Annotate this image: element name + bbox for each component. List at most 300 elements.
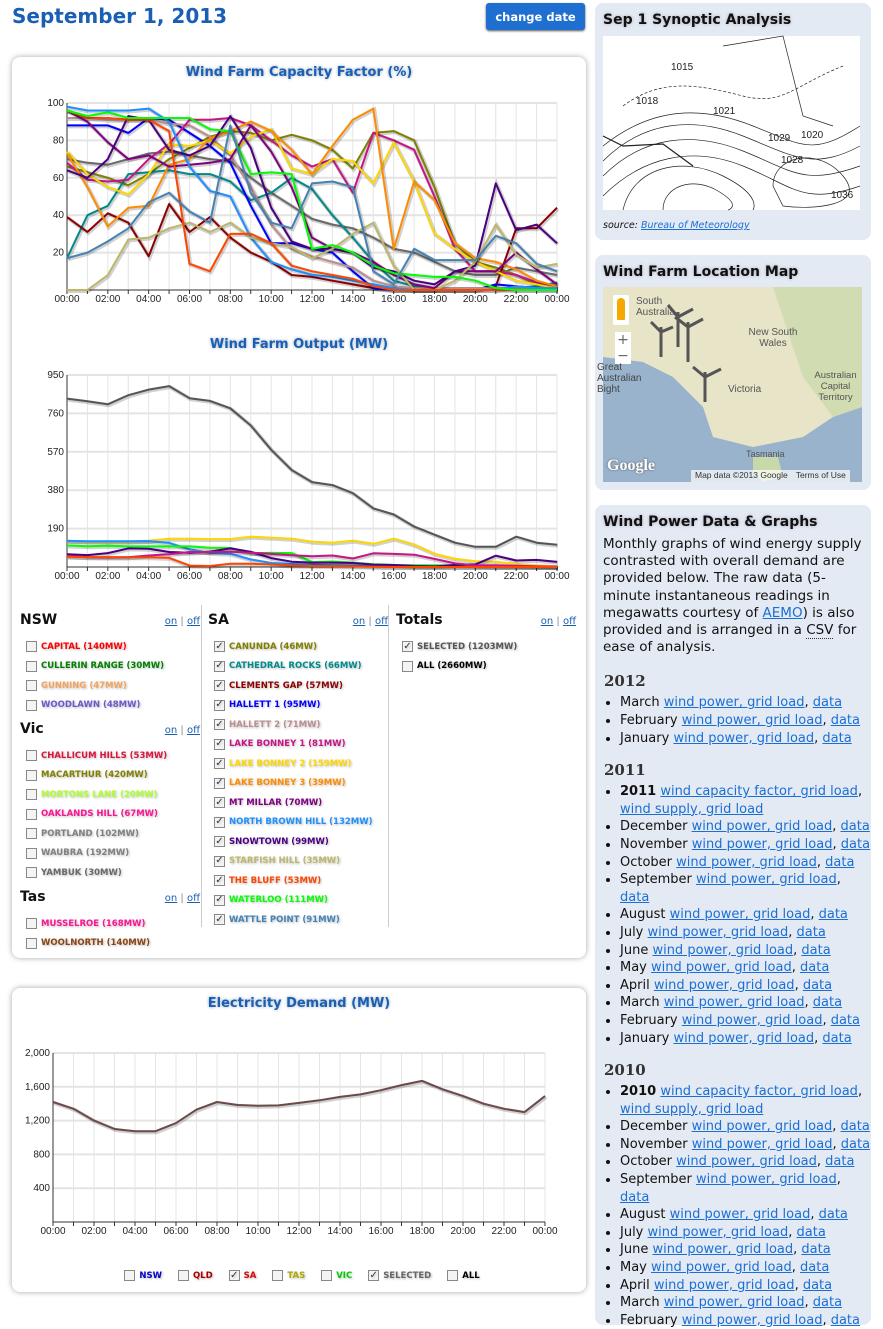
location-map[interactable] — [597, 287, 862, 482]
map-label: South Australia — [636, 296, 675, 318]
farm-item[interactable] — [20, 863, 200, 883]
wind-power-link[interactable]: wind power, grid load — [691, 1119, 833, 1135]
farm-item[interactable] — [208, 657, 388, 677]
x-tick-label: 16:00 — [381, 571, 407, 582]
farm-checkbox[interactable] — [26, 789, 37, 800]
month-label: May — [620, 960, 647, 976]
farm-checkbox[interactable]: ✓ — [215, 738, 224, 750]
farm-item[interactable] — [208, 637, 388, 657]
data-link[interactable]: data — [825, 1154, 855, 1170]
x-tick-label: 10:00 — [245, 1226, 271, 1237]
data-link[interactable]: data — [802, 977, 833, 993]
map-box — [595, 255, 871, 490]
data-link[interactable]: data — [825, 854, 855, 870]
group-on-link[interactable]: on — [164, 616, 178, 627]
farm-checkbox[interactable] — [26, 770, 37, 781]
month-item: • April wind power, grid load, data — [620, 977, 871, 995]
farm-label: THE BLUFF (53MW) — [229, 875, 322, 886]
farm-checkbox[interactable] — [26, 641, 37, 652]
farm-label: MACARTHUR (420MW) — [41, 770, 148, 781]
legend-label: NSW — [139, 1270, 162, 1281]
farm-checkbox[interactable]: ✓ — [215, 855, 224, 867]
y-tick-label: 2,000 — [24, 1048, 50, 1059]
farm-item[interactable] — [208, 910, 388, 930]
data-link[interactable]: data — [802, 1277, 833, 1293]
year-heading: 2010 — [604, 1061, 646, 1080]
data-link[interactable]: data — [822, 1030, 852, 1046]
farm-item[interactable] — [208, 696, 388, 716]
x-tick-label: 16:00 — [381, 294, 407, 305]
month-item: • March wind power, grid load, data — [620, 1294, 871, 1312]
month-item: • March wind power, grid load, data — [620, 994, 871, 1012]
farm-checkbox[interactable]: ✓ — [215, 913, 224, 925]
farm-checkbox[interactable] — [26, 938, 37, 949]
month-item: • September wind power, grid load, data — [620, 871, 871, 906]
farm-checkbox[interactable]: ✓ — [215, 777, 224, 789]
x-tick-label: 22:00 — [503, 571, 529, 582]
farm-checkbox[interactable] — [26, 867, 37, 878]
wind-power-link[interactable]: wind power, grid load — [651, 1260, 792, 1276]
data-link[interactable]: data — [840, 1136, 871, 1152]
farm-checkbox[interactable]: ✓ — [215, 640, 224, 652]
farm-checkbox[interactable] — [26, 918, 37, 929]
farm-item[interactable] — [20, 844, 200, 864]
farm-checkbox[interactable] — [26, 700, 37, 711]
x-tick-label: 06:00 — [176, 294, 203, 305]
month-label: October — [620, 1154, 673, 1170]
wind-power-link[interactable]: wind power, grid load — [663, 695, 805, 711]
on-off-links — [353, 616, 388, 627]
farm-item[interactable] — [20, 746, 200, 766]
legend-checkbox[interactable] — [447, 1270, 458, 1281]
x-tick-label: 10:00 — [258, 294, 284, 305]
month-item: • October wind power, grid load, data — [620, 1153, 871, 1171]
legend-checkbox[interactable] — [321, 1270, 332, 1281]
x-tick-label: 18:00 — [421, 294, 448, 305]
farm-checkbox[interactable]: ✓ — [215, 757, 224, 769]
data-link[interactable]: data — [840, 836, 871, 852]
legend-label: VIC — [336, 1270, 353, 1281]
farm-item[interactable] — [208, 832, 388, 852]
month-item: • August wind power, grid load, data — [620, 906, 871, 924]
month-label: March — [620, 1295, 660, 1311]
farm-checkbox[interactable]: ✓ — [215, 894, 224, 906]
wind-power-link[interactable]: wind power, grid load — [681, 1012, 823, 1028]
wind-data-box — [595, 505, 871, 1328]
farm-checkbox[interactable] — [26, 680, 37, 691]
map-label: Australian Capital Territory — [814, 370, 857, 403]
month-item: • February wind power, grid load, data — [620, 1312, 871, 1329]
legend-checkbox[interactable]: ✓ — [229, 1269, 239, 1281]
capacity-factor-link[interactable]: wind capacity factor, grid load — [660, 784, 858, 800]
farm-item[interactable] — [208, 774, 388, 794]
data-link[interactable]: data — [796, 924, 826, 940]
x-tick-label: 14:00 — [327, 1226, 353, 1237]
farm-label: OAKLANDS HILL (67MW) — [41, 809, 158, 820]
farm-label: HALLETT 1 (95MW) — [229, 700, 321, 711]
farm-item[interactable] — [208, 871, 388, 891]
group-off-link[interactable]: off — [186, 893, 200, 904]
month-label: April — [620, 1277, 650, 1293]
wind-power-link[interactable]: wind power, grid load — [696, 1172, 837, 1188]
capacity-factor-link[interactable]: wind capacity factor, grid load — [660, 1084, 858, 1100]
legend-checkbox[interactable] — [124, 1270, 135, 1281]
x-tick-label: 10:00 — [258, 571, 284, 582]
data-link[interactable]: data — [620, 1189, 650, 1205]
separator: | — [180, 725, 184, 736]
zoom-in-button[interactable]: + — [615, 332, 631, 348]
farm-item[interactable] — [208, 793, 388, 813]
data-link[interactable]: data — [830, 1012, 861, 1028]
month-item: • October wind power, grid load, data — [620, 854, 871, 872]
farm-item[interactable] — [20, 805, 200, 825]
wind-power-link[interactable]: wind power, grid load — [647, 1224, 789, 1240]
month-item: • July wind power, grid load, data — [620, 924, 871, 942]
farm-label: GUNNING (47MW) — [41, 680, 127, 691]
farm-checkbox[interactable] — [26, 828, 37, 839]
wind-power-link[interactable]: wind power, grid load — [691, 836, 833, 852]
farm-item[interactable] — [208, 735, 388, 755]
farm-checkbox[interactable]: ✓ — [215, 816, 224, 828]
synoptic-box — [595, 3, 871, 240]
farm-item[interactable] — [20, 676, 200, 696]
demand-legend-item[interactable] — [315, 1270, 352, 1281]
aemo-link[interactable]: AEMO — [762, 604, 803, 621]
farm-item[interactable] — [20, 785, 200, 805]
month-item: • May wind power, grid load, data — [620, 959, 871, 977]
month-item: • March wind power, grid load, data — [620, 694, 871, 712]
farm-label: WOOLNORTH (140MW) — [41, 938, 150, 949]
x-tick-label: 00:00 — [532, 1226, 558, 1237]
x-tick-label: 04:00 — [122, 1226, 148, 1237]
month-label: September — [620, 872, 692, 888]
demand-legend-item[interactable] — [223, 1270, 257, 1281]
wind-supply-link[interactable]: wind supply, grid load — [620, 801, 764, 817]
month-label: July — [620, 1224, 644, 1240]
month-item: • May wind power, grid load, data — [620, 1259, 871, 1277]
wind-power-link[interactable]: wind power, grid load — [696, 872, 837, 888]
month-item: • January wind power, grid load, data — [620, 1030, 871, 1048]
farm-item[interactable] — [208, 676, 388, 696]
group-heading — [208, 612, 388, 637]
wind-farm-panel — [12, 57, 586, 958]
wind-power-link[interactable]: wind power, grid load — [653, 1277, 795, 1293]
farm-item[interactable] — [20, 934, 200, 954]
farm-checkbox[interactable] — [26, 848, 37, 859]
wind-power-link[interactable]: wind power, grid load — [663, 1295, 805, 1311]
farm-checkbox[interactable]: ✓ — [403, 640, 412, 652]
csv-abbr: CSV — [806, 622, 834, 639]
x-tick-label: 12:00 — [299, 294, 325, 305]
farm-checkbox[interactable]: ✓ — [215, 835, 224, 847]
annual-item: • 2011 wind capacity factor, grid load, wind supply, grid load — [620, 783, 871, 818]
month-item: • September wind power, grid load, data — [620, 1171, 871, 1206]
month-item: • July wind power, grid load, data — [620, 1224, 871, 1242]
x-tick-label: 16:00 — [368, 1226, 394, 1237]
x-tick-label: 00:00 — [54, 294, 80, 305]
data-link[interactable]: data — [800, 1260, 830, 1276]
farm-label: CAPITAL (140MW) — [41, 641, 127, 652]
data-link[interactable]: data — [818, 907, 848, 923]
annual-item: • 2010 wind capacity factor, grid load, wind supply, grid load — [620, 1083, 871, 1118]
farm-item[interactable] — [396, 657, 576, 677]
month-label: September — [620, 1172, 692, 1188]
month-item: • June wind power, grid load, data — [620, 942, 871, 960]
wind-power-link[interactable]: wind power, grid load — [651, 960, 792, 976]
y-tick-label: 80 — [52, 135, 64, 147]
wind-power-link[interactable]: wind power, grid load — [653, 977, 795, 993]
pressure-label: 1028 — [781, 155, 804, 166]
farm-item[interactable] — [20, 914, 200, 934]
farm-item[interactable] — [20, 657, 200, 677]
x-tick-label: 02:00 — [95, 571, 121, 582]
month-label: January — [620, 1030, 670, 1046]
group-off-link[interactable]: off — [186, 725, 200, 736]
page-title: September 1, 2013 — [12, 4, 228, 28]
month-list — [595, 1083, 871, 1329]
wind-power-link[interactable]: wind power, grid load — [681, 1312, 823, 1328]
data-link[interactable]: data — [800, 960, 830, 976]
data-link[interactable]: data — [818, 1207, 848, 1223]
group-tas — [20, 889, 200, 953]
farm-checkbox[interactable] — [26, 661, 37, 672]
farm-checkbox[interactable]: ✓ — [215, 796, 224, 808]
bom-link[interactable]: Bureau of Meteorology — [641, 220, 750, 231]
data-link[interactable]: data — [620, 889, 650, 905]
data-link[interactable]: data — [796, 1224, 826, 1240]
month-item: • December wind power, grid load, data — [620, 1118, 871, 1136]
separator: | — [180, 616, 184, 627]
group-on-link[interactable]: on — [164, 893, 178, 904]
farm-item[interactable] — [20, 766, 200, 786]
month-item: • April wind power, grid load, data — [620, 1277, 871, 1295]
wind-power-link[interactable]: wind power, grid load — [652, 942, 794, 958]
wind-power-link[interactable]: wind power, grid load — [676, 854, 817, 870]
month-label: December — [620, 1119, 688, 1135]
group-heading — [20, 889, 200, 914]
terms-of-use-link[interactable]: Terms of Use — [795, 470, 846, 480]
month-label: May — [620, 1260, 647, 1276]
farm-checkbox[interactable] — [402, 661, 413, 672]
group-off-link[interactable]: off — [186, 616, 200, 627]
x-tick-label: 06:00 — [176, 571, 203, 582]
farm-label: STARFISH HILL (35MW) — [229, 856, 341, 867]
farm-checkbox[interactable]: ✓ — [215, 699, 224, 711]
x-tick-label: 20:00 — [450, 1226, 476, 1237]
month-label: April — [620, 977, 650, 993]
farm-item[interactable] — [208, 852, 388, 872]
wind-power-link[interactable]: wind power, grid load — [673, 730, 815, 746]
wind-power-link[interactable]: wind power, grid load — [669, 907, 811, 923]
wind-power-link[interactable]: wind power, grid load — [663, 995, 805, 1011]
on-off-links — [541, 616, 576, 627]
farm-label: YAMBUK (30MW) — [41, 867, 122, 878]
group-title: Tas — [20, 889, 46, 905]
x-tick-label: 20:00 — [462, 294, 488, 305]
group-heading — [396, 612, 576, 637]
farm-label: WOODLAWN (48MW) — [41, 700, 141, 711]
synoptic-chart-image[interactable] — [603, 36, 860, 210]
month-label: March — [620, 995, 660, 1011]
map-title: Wind Farm Location Map — [603, 264, 799, 280]
x-tick-label: 04:00 — [136, 571, 162, 582]
x-tick-label: 08:00 — [217, 571, 243, 582]
group-off-link[interactable]: off — [374, 616, 388, 627]
group-vic — [20, 721, 200, 883]
month-item: • February wind power, grid load, data — [620, 1012, 871, 1030]
pressure-label: 1029 — [768, 133, 791, 144]
wind-power-link[interactable]: wind power, grid load — [673, 1030, 815, 1046]
pressure-label: 1021 — [713, 106, 736, 117]
pressure-label: 1018 — [636, 96, 659, 107]
y-tick-label: 60 — [52, 172, 64, 184]
farm-label: CATHEDRAL ROCKS (66MW) — [229, 661, 362, 672]
demand-legend-item[interactable] — [362, 1270, 431, 1281]
legend-checkbox[interactable] — [272, 1270, 283, 1281]
pressure-label: 1020 — [801, 130, 824, 141]
x-tick-label: 00:00 — [544, 571, 570, 582]
y-tick-label: 570 — [47, 446, 64, 458]
x-tick-label: 02:00 — [95, 294, 121, 305]
wind-power-link[interactable]: wind power, grid load — [681, 713, 823, 729]
legend-checkbox[interactable] — [178, 1270, 189, 1281]
legend-checkbox[interactable]: ✓ — [369, 1269, 378, 1281]
farm-item[interactable] — [20, 637, 200, 657]
map-label: New South Wales — [748, 327, 798, 349]
farm-checkbox[interactable] — [26, 750, 37, 761]
farm-checkbox[interactable]: ✓ — [215, 874, 224, 886]
farm-checkbox[interactable]: ✓ — [215, 718, 224, 730]
farm-item[interactable] — [208, 754, 388, 774]
month-label: June — [620, 1242, 649, 1258]
farm-item[interactable] — [208, 891, 388, 911]
y-tick-label: 400 — [33, 1183, 50, 1195]
intro-text-part: ) is also provided and is arranged in a — [603, 604, 855, 639]
map-attribution: Map data ©2013 Google — [695, 470, 788, 480]
separator: | — [180, 893, 184, 904]
annual-label: 2011 — [620, 784, 657, 800]
farm-item[interactable] — [208, 715, 388, 735]
y-tick-label: 100 — [47, 98, 64, 109]
month-label: December — [620, 819, 688, 835]
farm-label: CANUNDA (46MW) — [229, 641, 317, 652]
data-link[interactable]: data — [812, 1295, 843, 1311]
month-label: February — [620, 1012, 678, 1028]
group-heading — [20, 721, 200, 746]
data-link[interactable]: data — [812, 695, 843, 711]
data-link[interactable]: data — [801, 1242, 831, 1258]
wind-supply-link[interactable]: wind supply, grid load — [620, 1101, 764, 1117]
wind-power-link[interactable]: wind power, grid load — [647, 924, 789, 940]
annual-label: 2010 — [620, 1084, 657, 1100]
wind-data-title: Wind Power Data & Graphs — [603, 514, 818, 530]
x-tick-label: 00:00 — [40, 1226, 66, 1237]
change-date-button[interactable]: change date — [486, 3, 585, 30]
demand-legend-item[interactable] — [118, 1270, 162, 1281]
wind-power-link[interactable]: wind power, grid load — [669, 1207, 811, 1223]
x-tick-label: 00:00 — [54, 571, 80, 582]
farm-item[interactable] — [396, 637, 576, 657]
wind-power-link[interactable]: wind power, grid load — [676, 1154, 817, 1170]
map-label: Great Australian Bight — [597, 362, 642, 395]
on-off-links — [165, 893, 200, 904]
x-tick-label: 22:00 — [491, 1226, 517, 1237]
farm-item[interactable] — [20, 824, 200, 844]
legend-label: TAS — [287, 1270, 306, 1281]
group-title: Totals — [396, 612, 443, 628]
on-off-links — [165, 725, 200, 736]
year-heading: 2012 — [604, 672, 646, 691]
month-label: July — [620, 924, 644, 940]
month-label: November — [620, 836, 688, 852]
group-on-link[interactable]: on — [164, 725, 178, 736]
data-link[interactable]: data — [822, 730, 852, 746]
month-item: • August wind power, grid load, data — [620, 1206, 871, 1224]
y-tick-label: 1,600 — [24, 1081, 50, 1093]
month-label: February — [620, 713, 678, 729]
month-item: • February wind power, grid load, data — [620, 712, 871, 730]
month-label: October — [620, 854, 673, 870]
y-tick-label: 380 — [47, 485, 64, 497]
group-off-link[interactable]: off — [562, 616, 576, 627]
farm-item[interactable] — [208, 813, 388, 833]
farm-checkbox[interactable]: ✓ — [215, 660, 224, 672]
demand-legend-item[interactable] — [172, 1270, 213, 1281]
farm-label: LAKE BONNEY 1 (81MW) — [229, 739, 346, 750]
wind-power-link[interactable]: wind power, grid load — [691, 819, 833, 835]
data-link[interactable]: data — [830, 1312, 861, 1328]
group-on-link[interactable]: on — [352, 616, 366, 627]
y-tick-label: 40 — [52, 210, 64, 222]
x-tick-label: 04:00 — [136, 294, 162, 305]
group-nsw — [20, 612, 200, 715]
x-tick-label: 00:00 — [544, 294, 570, 305]
farm-selector — [12, 612, 586, 952]
farm-checkbox[interactable]: ✓ — [215, 679, 224, 691]
y-tick-label: 760 — [47, 408, 64, 420]
month-item: • November wind power, grid load, data — [620, 836, 871, 854]
wind-power-link[interactable]: wind power, grid load — [652, 1242, 794, 1258]
data-link[interactable]: data — [840, 819, 870, 835]
farm-item[interactable] — [20, 696, 200, 716]
farm-label: WAUBRA (192MW) — [41, 848, 130, 859]
data-link[interactable]: data — [830, 713, 861, 729]
demand-legend-item[interactable] — [441, 1270, 479, 1281]
x-tick-label: 06:00 — [163, 1226, 189, 1237]
month-label: August — [620, 1207, 666, 1223]
x-tick-label: 02:00 — [81, 1226, 107, 1237]
separator: | — [556, 616, 560, 627]
farm-label: WATTLE POINT (91MW) — [229, 914, 340, 925]
data-link[interactable]: data — [801, 942, 831, 958]
data-link[interactable]: data — [812, 995, 843, 1011]
farm-label: CULLERIN RANGE (30MW) — [41, 661, 164, 672]
farm-checkbox[interactable] — [26, 809, 37, 820]
month-item: • June wind power, grid load, data — [620, 1241, 871, 1259]
map-label: Tasmania — [746, 449, 785, 459]
x-tick-label: 08:00 — [217, 294, 243, 305]
wind-power-link[interactable]: wind power, grid load — [691, 1136, 833, 1152]
month-label: February — [620, 1312, 678, 1328]
month-label: June — [620, 942, 649, 958]
demand-legend-item[interactable] — [266, 1270, 305, 1281]
street-view-pegman-icon[interactable] — [613, 295, 629, 325]
demand-panel — [12, 988, 586, 1292]
x-tick-label: 18:00 — [421, 571, 448, 582]
data-link[interactable]: data — [840, 1119, 870, 1135]
group-on-link[interactable]: on — [540, 616, 554, 627]
zoom-out-button[interactable]: − — [615, 348, 631, 364]
